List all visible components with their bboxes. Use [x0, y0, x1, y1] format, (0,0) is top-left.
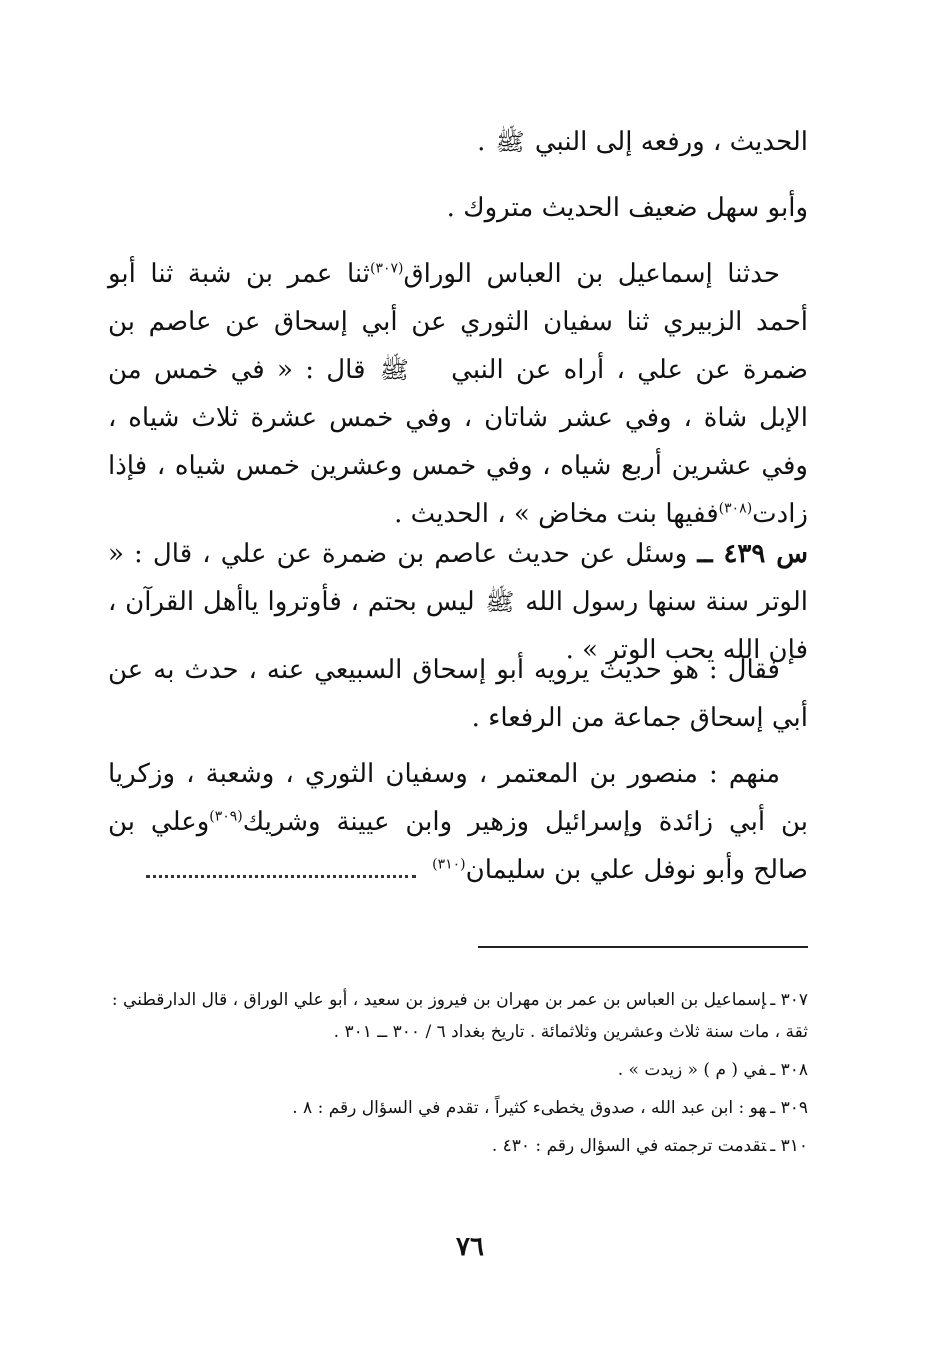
text-segment: حدثنا إسماعيل بن العباس الوراق: [403, 259, 781, 289]
text-block-1: [108, 118, 808, 166]
footnote-text: تقدمت ترجمته في السؤال رقم : ٤٣٠ .: [491, 1136, 767, 1156]
paragraph: [108, 750, 808, 894]
footnote-number: ٣٠٩ ـ: [770, 1098, 808, 1118]
text-block-5: [108, 646, 808, 742]
text-segment: وسئل عن حديث عاصم بن ضمرة عن علي ، قال : « الوتر سنة سنها رسول الله: [108, 539, 809, 617]
footnote-ref: (٣١٠): [432, 856, 466, 873]
text-line-end: .: [477, 127, 486, 157]
text-segment: قال : « في خمس من الإبل شاة ، وفي عشر شاتان ، وفي خمس عشرة ثلاث شياه ، وفي عشرين أربع شياه ، وفي خمس وعشرين خمس شياه ، فإذا زادت: [108, 355, 808, 529]
text-segment: ثنا عمر بن شبة ثنا أبو أحمد الزبيري ثنا سفيان الثوري عن أبي إسحاق عن عاصم بن ضمرة عن علي ، أراه عن النبي: [108, 259, 809, 385]
paragraph: [108, 250, 808, 538]
text-segment: وعلي بن صالح وأبو نوفل علي بن سليمان: [108, 807, 808, 885]
footnote-ref: (٣٠٨): [718, 500, 753, 517]
dotted-leader: [146, 857, 416, 878]
footnotes: [108, 984, 808, 1168]
paragraph: [108, 118, 808, 166]
question-label: س ٤٣٩ ــ: [697, 539, 809, 569]
footnote-number: ٣٠٧ ـ: [770, 990, 808, 1010]
paragraph: فقال : هو حديث يرويه أبو إسحاق السبيعي عنه ، حدث به عن أبي إسحاق جماعة من الرفعاء .: [108, 655, 808, 733]
footnote-ref: (٣٠٧): [369, 260, 404, 277]
footnote: [108, 1092, 808, 1124]
text-line: الحديث ، ورفعه إلى النبي: [534, 127, 808, 157]
text-block-6: [108, 750, 808, 894]
footnote-text: هو : ابن عبد الله ، صدوق يخطىء كثيراً ، تقدم في السؤال رقم : ٨ .: [292, 1098, 767, 1118]
footnote-ref: (٣٠٩): [209, 808, 243, 825]
footnote-number: ٣١٠ ـ: [770, 1136, 808, 1156]
footnote-text: في ( م ) « زيدت » .: [617, 1060, 767, 1080]
salawat-glyph: ﷺ: [495, 128, 525, 156]
footnote-number: ٣٠٨ ـ: [770, 1060, 808, 1080]
footnote: [108, 1054, 808, 1086]
page-number: ٧٦: [456, 1232, 484, 1262]
paragraph: وأبو سهل ضعيف الحديث متروك .: [446, 193, 808, 223]
salawat-glyph: ﷺ: [485, 588, 515, 616]
text-segment: ليس بحتم ، فأوتروا ياأهل القرآن ، فإن الله يحب الوتر » .: [108, 587, 808, 665]
text-segment: ففيها بنت مخاض » ، الحديث .: [394, 499, 719, 529]
footnote: [108, 1130, 808, 1162]
text-block-2: [108, 184, 808, 232]
text-block-3: [108, 250, 808, 538]
footnote-separator: [478, 946, 808, 948]
salawat-glyph: ﷺ: [379, 356, 409, 384]
footnote: [108, 984, 808, 1048]
text-segment: منهم : منصور بن المعتمر ، وسفيان الثوري ، وشعبة ، وزكريا بن أبي زائدة وإسرائيل وزهير وابن عيينة وشريك: [108, 759, 808, 837]
footnote-text: إسماعيل بن العباس بن عمر بن مهران بن فيروز بن سعيد ، أبو علي الوراق ، قال الدارقطني : ثقة ، مات سنة ثلاث وعشرين وثلاثمائة . تاريخ بغداد ٦ / ٣٠٠ ــ ٣٠١ .: [111, 990, 808, 1042]
